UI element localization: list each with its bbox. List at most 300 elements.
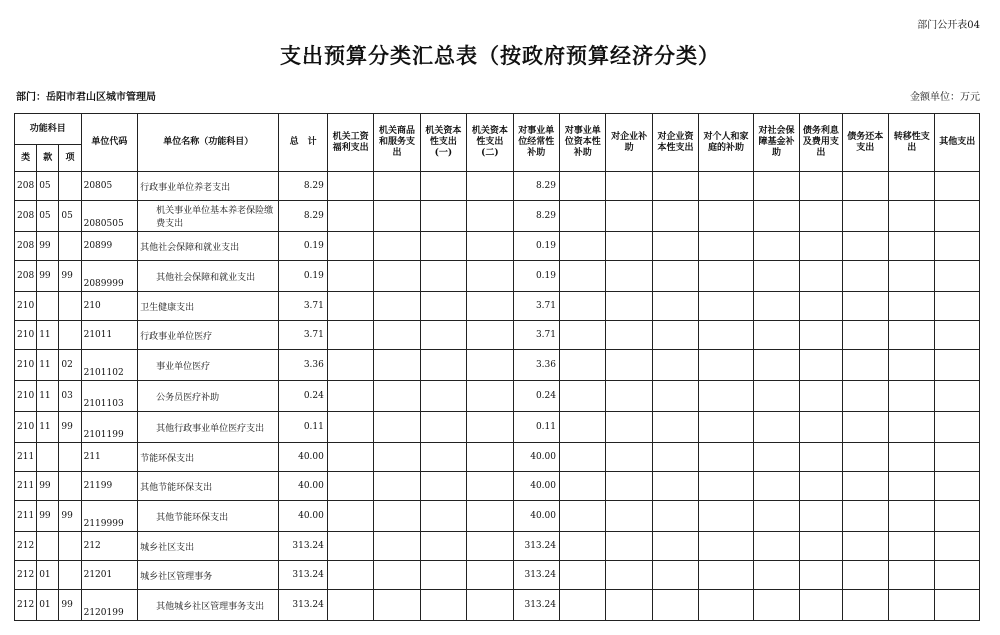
cell-amount: [888, 321, 934, 350]
cell-kuan: 11: [37, 412, 59, 443]
cell-total: 8.29: [279, 201, 327, 232]
cell-xiang: 02: [59, 350, 81, 381]
cell-lei: 208: [15, 201, 37, 232]
header-kuan: 款: [37, 145, 59, 172]
cell-amount: [374, 350, 420, 381]
cell-amount: [606, 292, 652, 321]
cell-amount: [606, 261, 652, 292]
header-col: 机关资本性支出(一): [420, 114, 466, 172]
cell-amount: [652, 201, 698, 232]
cell-amount: [935, 201, 980, 232]
cell-amount: [699, 172, 754, 201]
cell-amount: [753, 321, 799, 350]
cell-amount: [467, 561, 513, 590]
cell-lei: 210: [15, 381, 37, 412]
cell-amount: [842, 412, 888, 443]
cell-amount: [888, 532, 934, 561]
cell-amount: [842, 350, 888, 381]
cell-amount: [327, 412, 373, 443]
cell-amount: [374, 321, 420, 350]
cell-unit-code: 2101103: [81, 381, 138, 412]
cell-total: 40.00: [279, 501, 327, 532]
cell-unit-code: 211: [81, 443, 138, 472]
cell-amount: [935, 292, 980, 321]
cell-amount: [753, 350, 799, 381]
cell-amount: [652, 321, 698, 350]
cell-amount: 0.19: [513, 232, 559, 261]
cell-amount: [559, 501, 605, 532]
cell-amount: [935, 501, 980, 532]
cell-unit-name: 行政事业单位养老支出: [138, 172, 279, 201]
cell-amount: [842, 321, 888, 350]
cell-amount: 8.29: [513, 201, 559, 232]
cell-amount: [374, 443, 420, 472]
cell-amount: [652, 412, 698, 443]
cell-amount: 3.71: [513, 321, 559, 350]
cell-lei: 208: [15, 172, 37, 201]
cell-amount: [699, 532, 754, 561]
cell-total: 40.00: [279, 443, 327, 472]
cell-amount: [652, 350, 698, 381]
cell-amount: [420, 443, 466, 472]
cell-amount: [467, 443, 513, 472]
cell-unit-name: 公务员医疗补助: [138, 381, 279, 412]
cell-amount: [374, 261, 420, 292]
cell-amount: [606, 321, 652, 350]
cell-amount: [559, 443, 605, 472]
cell-amount: 40.00: [513, 472, 559, 501]
header-col: 机关资本性支出(二): [467, 114, 513, 172]
page-title: 支出预算分类汇总表（按政府预算经济分类）: [280, 43, 720, 68]
cell-amount: [559, 172, 605, 201]
cell-amount: [842, 292, 888, 321]
cell-amount: [842, 443, 888, 472]
table-row: [15, 443, 980, 472]
cell-amount: 3.36: [513, 350, 559, 381]
cell-total: 0.24: [279, 381, 327, 412]
cell-kuan: 99: [37, 472, 59, 501]
cell-amount: [800, 201, 842, 232]
cell-amount: [699, 232, 754, 261]
cell-unit-name: 其他社会保障和就业支出: [138, 261, 279, 292]
cell-lei: 212: [15, 561, 37, 590]
cell-amount: [888, 232, 934, 261]
cell-amount: [420, 590, 466, 621]
cell-amount: [753, 443, 799, 472]
cell-amount: [652, 261, 698, 292]
cell-amount: [652, 561, 698, 590]
cell-amount: [753, 590, 799, 621]
header-col: 对企业资本性支出: [652, 114, 698, 172]
cell-amount: [888, 443, 934, 472]
cell-unit-name: 机关事业单位基本养老保险缴费支出: [138, 201, 279, 232]
cell-amount: [606, 532, 652, 561]
header-col: 债务利息及费用支出: [800, 114, 842, 172]
header-col: 其他支出: [935, 114, 980, 172]
cell-amount: [420, 261, 466, 292]
cell-amount: [606, 501, 652, 532]
cell-amount: [327, 561, 373, 590]
cell-total: 40.00: [279, 472, 327, 501]
cell-amount: [935, 232, 980, 261]
cell-amount: [327, 261, 373, 292]
cell-amount: [374, 472, 420, 501]
cell-amount: [842, 472, 888, 501]
cell-total: 313.24: [279, 532, 327, 561]
cell-amount: [374, 532, 420, 561]
cell-xiang: [59, 292, 81, 321]
cell-amount: [652, 472, 698, 501]
cell-unit-name: 其他节能环保支出: [138, 501, 279, 532]
cell-amount: [888, 292, 934, 321]
cell-kuan: 05: [37, 201, 59, 232]
cell-amount: [935, 412, 980, 443]
header-unit-code: 单位代码: [81, 114, 138, 172]
cell-amount: [420, 292, 466, 321]
cell-total: 0.19: [279, 261, 327, 292]
cell-amount: [374, 232, 420, 261]
cell-amount: [800, 443, 842, 472]
cell-amount: [652, 172, 698, 201]
table-row: [15, 590, 980, 621]
cell-amount: [420, 201, 466, 232]
cell-amount: [327, 201, 373, 232]
cell-xiang: 99: [59, 501, 81, 532]
cell-amount: [888, 501, 934, 532]
cell-amount: [888, 201, 934, 232]
cell-lei: 210: [15, 292, 37, 321]
cell-xiang: [59, 172, 81, 201]
header-func-group: 功能科目: [15, 114, 82, 145]
cell-lei: 211: [15, 472, 37, 501]
cell-amount: [800, 292, 842, 321]
cell-lei: 212: [15, 532, 37, 561]
cell-unit-code: 20899: [81, 232, 138, 261]
cell-lei: 212: [15, 590, 37, 621]
cell-unit-name: 其他行政事业单位医疗支出: [138, 412, 279, 443]
cell-unit-code: 21199: [81, 472, 138, 501]
cell-amount: [652, 532, 698, 561]
cell-amount: [753, 201, 799, 232]
cell-amount: [374, 501, 420, 532]
cell-amount: [753, 232, 799, 261]
header-unit-name: 单位名称（功能科目）: [138, 114, 279, 172]
cell-amount: [467, 412, 513, 443]
cell-kuan: 99: [37, 501, 59, 532]
cell-amount: 0.19: [513, 261, 559, 292]
cell-amount: [420, 501, 466, 532]
cell-amount: [327, 590, 373, 621]
cell-amount: [420, 381, 466, 412]
cell-unit-code: 21201: [81, 561, 138, 590]
cell-amount: [888, 561, 934, 590]
header-col: 机关商品和服务支出: [374, 114, 420, 172]
cell-unit-code: 20805: [81, 172, 138, 201]
cell-amount: [559, 532, 605, 561]
cell-amount: [753, 381, 799, 412]
cell-amount: [888, 172, 934, 201]
cell-amount: [327, 381, 373, 412]
cell-amount: [935, 443, 980, 472]
cell-xiang: [59, 232, 81, 261]
table-row: [15, 381, 980, 412]
cell-amount: [559, 590, 605, 621]
cell-total: 0.11: [279, 412, 327, 443]
cell-total: 3.71: [279, 321, 327, 350]
header-lei: 类: [15, 145, 37, 172]
cell-amount: [888, 590, 934, 621]
cell-amount: [699, 261, 754, 292]
cell-amount: [753, 532, 799, 561]
cell-amount: [699, 501, 754, 532]
cell-total: 313.24: [279, 590, 327, 621]
header-xiang: 项: [59, 145, 81, 172]
cell-amount: [606, 381, 652, 412]
cell-amount: [888, 412, 934, 443]
cell-amount: [800, 321, 842, 350]
cell-amount: [753, 472, 799, 501]
cell-amount: [800, 261, 842, 292]
cell-amount: 313.24: [513, 561, 559, 590]
cell-unit-code: 212: [81, 532, 138, 561]
table-row: [15, 321, 980, 350]
table-row: [15, 292, 980, 321]
budget-table: [14, 113, 980, 621]
cell-amount: [699, 292, 754, 321]
header-total: 总 计: [279, 114, 327, 172]
cell-lei: 211: [15, 443, 37, 472]
cell-amount: [374, 412, 420, 443]
cell-amount: [652, 232, 698, 261]
cell-unit-code: 2120199: [81, 590, 138, 621]
cell-amount: [467, 590, 513, 621]
cell-amount: [559, 201, 605, 232]
cell-amount: 313.24: [513, 590, 559, 621]
cell-total: 0.19: [279, 232, 327, 261]
cell-xiang: 99: [59, 261, 81, 292]
header-col: 转移性支出: [888, 114, 934, 172]
cell-unit-name: 事业单位医疗: [138, 350, 279, 381]
cell-amount: [559, 232, 605, 261]
department-label: 部门：岳阳市君山区城市管理局: [16, 92, 156, 103]
cell-amount: [420, 472, 466, 501]
table-row: [15, 201, 980, 232]
cell-amount: [606, 232, 652, 261]
cell-amount: [420, 350, 466, 381]
table-row: [15, 561, 980, 590]
cell-amount: [467, 532, 513, 561]
table-row: [15, 501, 980, 532]
cell-kuan: 99: [37, 232, 59, 261]
cell-amount: [467, 501, 513, 532]
header-col: 对事业单位经常性补助: [513, 114, 559, 172]
cell-xiang: 03: [59, 381, 81, 412]
cell-unit-name: 其他城乡社区管理事务支出: [138, 590, 279, 621]
cell-amount: [699, 443, 754, 472]
cell-amount: [699, 561, 754, 590]
cell-amount: [327, 172, 373, 201]
cell-kuan: 01: [37, 590, 59, 621]
cell-amount: [935, 532, 980, 561]
cell-amount: [327, 350, 373, 381]
cell-lei: 208: [15, 261, 37, 292]
cell-amount: [699, 472, 754, 501]
cell-amount: [935, 381, 980, 412]
cell-amount: [420, 172, 466, 201]
cell-amount: [888, 472, 934, 501]
header-col: 对事业单位资本性补助: [559, 114, 605, 172]
cell-unit-code: 2089999: [81, 261, 138, 292]
cell-amount: [467, 381, 513, 412]
cell-amount: [842, 501, 888, 532]
cell-unit-code: 2101199: [81, 412, 138, 443]
cell-xiang: [59, 321, 81, 350]
cell-amount: [327, 443, 373, 472]
cell-unit-name: 行政事业单位医疗: [138, 321, 279, 350]
cell-lei: 210: [15, 321, 37, 350]
table-row: [15, 472, 980, 501]
cell-amount: [800, 232, 842, 261]
cell-unit-name: 卫生健康支出: [138, 292, 279, 321]
cell-amount: [800, 472, 842, 501]
header-col: 对个人和家庭的补助: [699, 114, 754, 172]
cell-amount: [842, 590, 888, 621]
cell-amount: 0.11: [513, 412, 559, 443]
cell-amount: [935, 590, 980, 621]
cell-amount: [467, 201, 513, 232]
table-row: [15, 412, 980, 443]
header-col: 对社会保障基金补助: [753, 114, 799, 172]
cell-xiang: [59, 561, 81, 590]
cell-total: 313.24: [279, 561, 327, 590]
cell-amount: [559, 292, 605, 321]
cell-amount: [606, 201, 652, 232]
cell-amount: [420, 412, 466, 443]
cell-total: 3.36: [279, 350, 327, 381]
cell-amount: [699, 321, 754, 350]
cell-amount: [467, 172, 513, 201]
cell-amount: [652, 443, 698, 472]
cell-amount: [606, 561, 652, 590]
cell-amount: [374, 590, 420, 621]
cell-kuan: 01: [37, 561, 59, 590]
cell-kuan: 11: [37, 381, 59, 412]
cell-kuan: 99: [37, 261, 59, 292]
cell-amount: [935, 472, 980, 501]
cell-amount: 3.71: [513, 292, 559, 321]
cell-amount: [606, 443, 652, 472]
cell-amount: [559, 472, 605, 501]
cell-amount: [420, 321, 466, 350]
cell-amount: 40.00: [513, 501, 559, 532]
cell-xiang: 05: [59, 201, 81, 232]
cell-amount: [699, 201, 754, 232]
cell-amount: [652, 590, 698, 621]
cell-amount: [842, 532, 888, 561]
cell-amount: [888, 261, 934, 292]
cell-amount: [888, 350, 934, 381]
cell-xiang: [59, 472, 81, 501]
cell-amount: [374, 292, 420, 321]
cell-amount: 40.00: [513, 443, 559, 472]
cell-amount: [467, 472, 513, 501]
cell-total: 3.71: [279, 292, 327, 321]
cell-amount: [606, 350, 652, 381]
cell-amount: [420, 232, 466, 261]
cell-amount: 313.24: [513, 532, 559, 561]
cell-kuan: 11: [37, 350, 59, 381]
cell-amount: [800, 350, 842, 381]
cell-unit-name: 其他社会保障和就业支出: [138, 232, 279, 261]
cell-unit-code: 2119999: [81, 501, 138, 532]
document-code: 部门公开表04: [917, 20, 980, 31]
cell-amount: [327, 532, 373, 561]
cell-amount: [842, 201, 888, 232]
cell-amount: [327, 232, 373, 261]
cell-unit-code: 2101102: [81, 350, 138, 381]
table-row: [15, 172, 980, 201]
cell-amount: [800, 561, 842, 590]
cell-xiang: 99: [59, 590, 81, 621]
cell-unit-name: 城乡社区管理事务: [138, 561, 279, 590]
cell-amount: [800, 501, 842, 532]
cell-amount: [699, 350, 754, 381]
cell-amount: [559, 321, 605, 350]
cell-kuan: 11: [37, 321, 59, 350]
cell-unit-code: 21011: [81, 321, 138, 350]
cell-amount: [842, 561, 888, 590]
cell-amount: [374, 381, 420, 412]
cell-amount: [559, 350, 605, 381]
header-col: 机关工资福利支出: [327, 114, 373, 172]
cell-amount: [559, 381, 605, 412]
cell-amount: [559, 261, 605, 292]
cell-unit-code: 2080505: [81, 201, 138, 232]
cell-amount: [842, 381, 888, 412]
cell-amount: [800, 381, 842, 412]
cell-amount: [753, 172, 799, 201]
cell-amount: [842, 172, 888, 201]
table-row: [15, 232, 980, 261]
cell-amount: [935, 350, 980, 381]
header-col: 债务还本支出: [842, 114, 888, 172]
cell-amount: [652, 292, 698, 321]
cell-amount: [559, 412, 605, 443]
cell-amount: 8.29: [513, 172, 559, 201]
cell-amount: 0.24: [513, 381, 559, 412]
cell-kuan: [37, 443, 59, 472]
cell-amount: [606, 472, 652, 501]
cell-amount: [467, 261, 513, 292]
cell-amount: [753, 412, 799, 443]
cell-amount: [800, 172, 842, 201]
cell-amount: [559, 561, 605, 590]
cell-amount: [699, 590, 754, 621]
cell-amount: [652, 501, 698, 532]
cell-amount: [800, 590, 842, 621]
cell-amount: [652, 381, 698, 412]
table-row: [15, 350, 980, 381]
cell-amount: [327, 501, 373, 532]
cell-unit-code: 210: [81, 292, 138, 321]
cell-unit-name: 城乡社区支出: [138, 532, 279, 561]
cell-amount: [935, 561, 980, 590]
cell-amount: [606, 172, 652, 201]
cell-amount: [327, 321, 373, 350]
cell-amount: [467, 292, 513, 321]
cell-amount: [699, 381, 754, 412]
amount-unit-label: 金额单位：万元: [910, 92, 980, 103]
